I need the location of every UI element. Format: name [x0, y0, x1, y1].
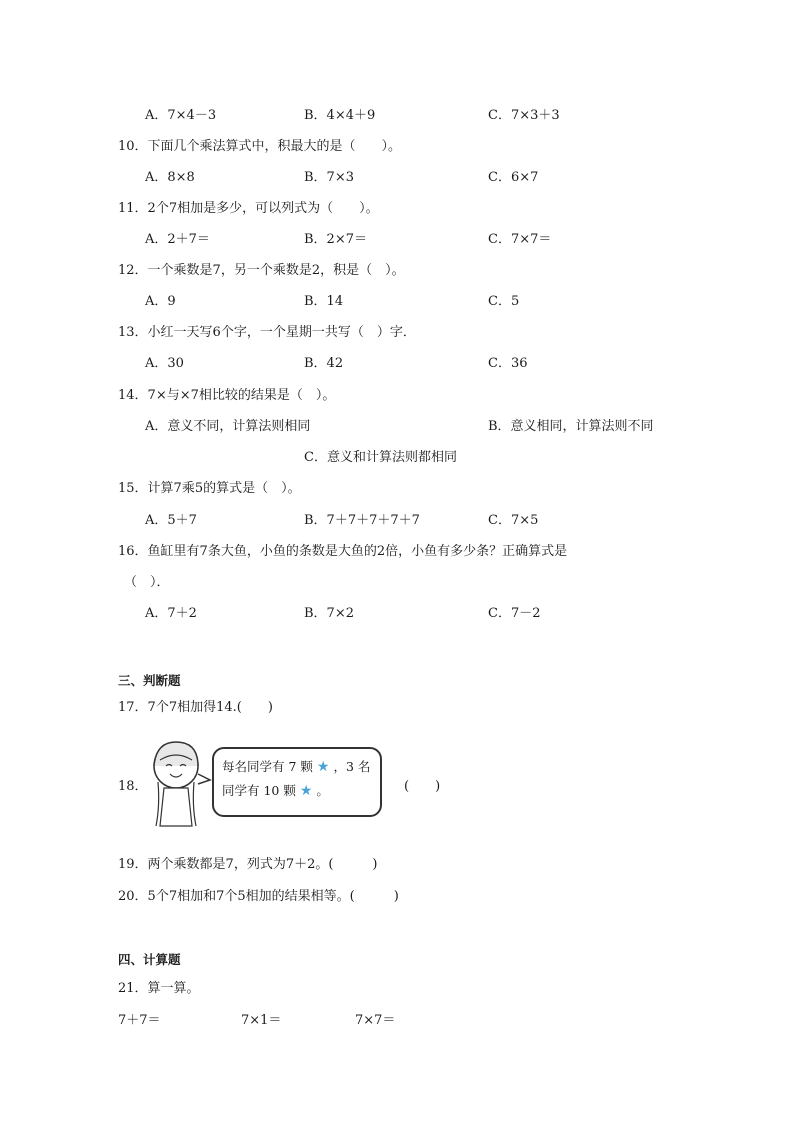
q12-option-c: C．5	[488, 294, 520, 309]
q11-option-a: A．2＋7＝	[145, 232, 210, 247]
question-10: 10．下面几个乘法算式中，积最大的是（ ）。	[118, 139, 402, 154]
question-13: 13．小红一天写6个字，一个星期一共写（ ）字．	[118, 325, 416, 340]
speech-bubble	[212, 747, 382, 817]
q14-option-b: B．意义相同，计算法则不同	[488, 419, 654, 434]
star-icon: ★	[316, 759, 330, 775]
question-18-illustration	[146, 736, 396, 828]
q12-option-b: B．14	[304, 294, 344, 309]
q14-option-a: A．意义不同，计算法则相同	[145, 419, 311, 434]
q16-option-b: B．7×2	[304, 606, 354, 621]
q11-option-b: B．2×7＝	[304, 232, 367, 247]
question-12: 12．一个乘数是7，另一个乘数是2，积是（ ）。	[118, 263, 405, 278]
question-16-blank: （ ）．	[124, 575, 170, 590]
question-11: 11．2个7相加是多少，可以列式为（ ）。	[118, 201, 379, 216]
q14-option-c: C．意义和计算法则都相同	[304, 450, 457, 465]
section-3-heading: 三、判断题	[118, 673, 181, 688]
q13-option-a: A．30	[145, 356, 184, 371]
question-21: 21．算一算。	[118, 981, 200, 996]
q10-option-b: B．7×3	[304, 170, 354, 185]
speech-line-2a: 同学有 10 颗	[222, 783, 296, 798]
question-18-number: 18．	[118, 779, 148, 794]
q15-option-a: A．5＋7	[145, 513, 197, 528]
question-17: 17．7个7相加得14.( )	[118, 700, 273, 715]
q13-option-b: B．42	[304, 356, 344, 371]
speech-line-1a: 每名同学有 7 颗	[222, 759, 313, 774]
q9-option-b: B．4×4＋9	[304, 108, 376, 123]
question-16: 16．鱼缸里有7条大鱼，小鱼的条数是大鱼的2倍，小鱼有多少条？正确算式是	[118, 544, 568, 559]
q16-option-a: A．7＋2	[145, 606, 197, 621]
question-20: 20．5个7相加和7个5相加的结果相等。( )	[118, 889, 399, 904]
q11-option-c: C．7×7＝	[488, 232, 552, 247]
q12-option-a: A．9	[145, 294, 176, 309]
girl-avatar-icon	[146, 736, 212, 828]
q15-option-b: B．7＋7＋7＋7＋7	[304, 513, 420, 528]
q9-option-a: A．7×4－3	[145, 108, 217, 123]
star-icon: ★	[299, 783, 313, 799]
q15-option-c: C．7×5	[488, 513, 539, 528]
speech-line-2b: 。	[316, 783, 329, 798]
q10-option-c: C．6×7	[488, 170, 539, 185]
calc-item-2: 7×1＝	[241, 1013, 282, 1028]
q10-option-a: A．8×8	[145, 170, 195, 185]
question-19: 19．两个乘数都是7，列式为7＋2。( )	[118, 857, 378, 872]
section-4-heading: 四、计算题	[118, 952, 181, 967]
speech-line-1b: ，3 名	[333, 759, 371, 774]
q9-option-c: C．7×3＋3	[488, 108, 560, 123]
calc-item-1: 7＋7＝	[118, 1013, 161, 1028]
question-15: 15．计算7乘5的算式是（ ）。	[118, 481, 301, 496]
calc-item-3: 7×7＝	[355, 1013, 396, 1028]
q16-option-c: C．7－2	[488, 606, 541, 621]
question-18-blank: ( )	[404, 779, 441, 794]
question-14: 14．7×与×7相比较的结果是（ ）。	[118, 388, 336, 403]
q13-option-c: C．36	[488, 356, 528, 371]
